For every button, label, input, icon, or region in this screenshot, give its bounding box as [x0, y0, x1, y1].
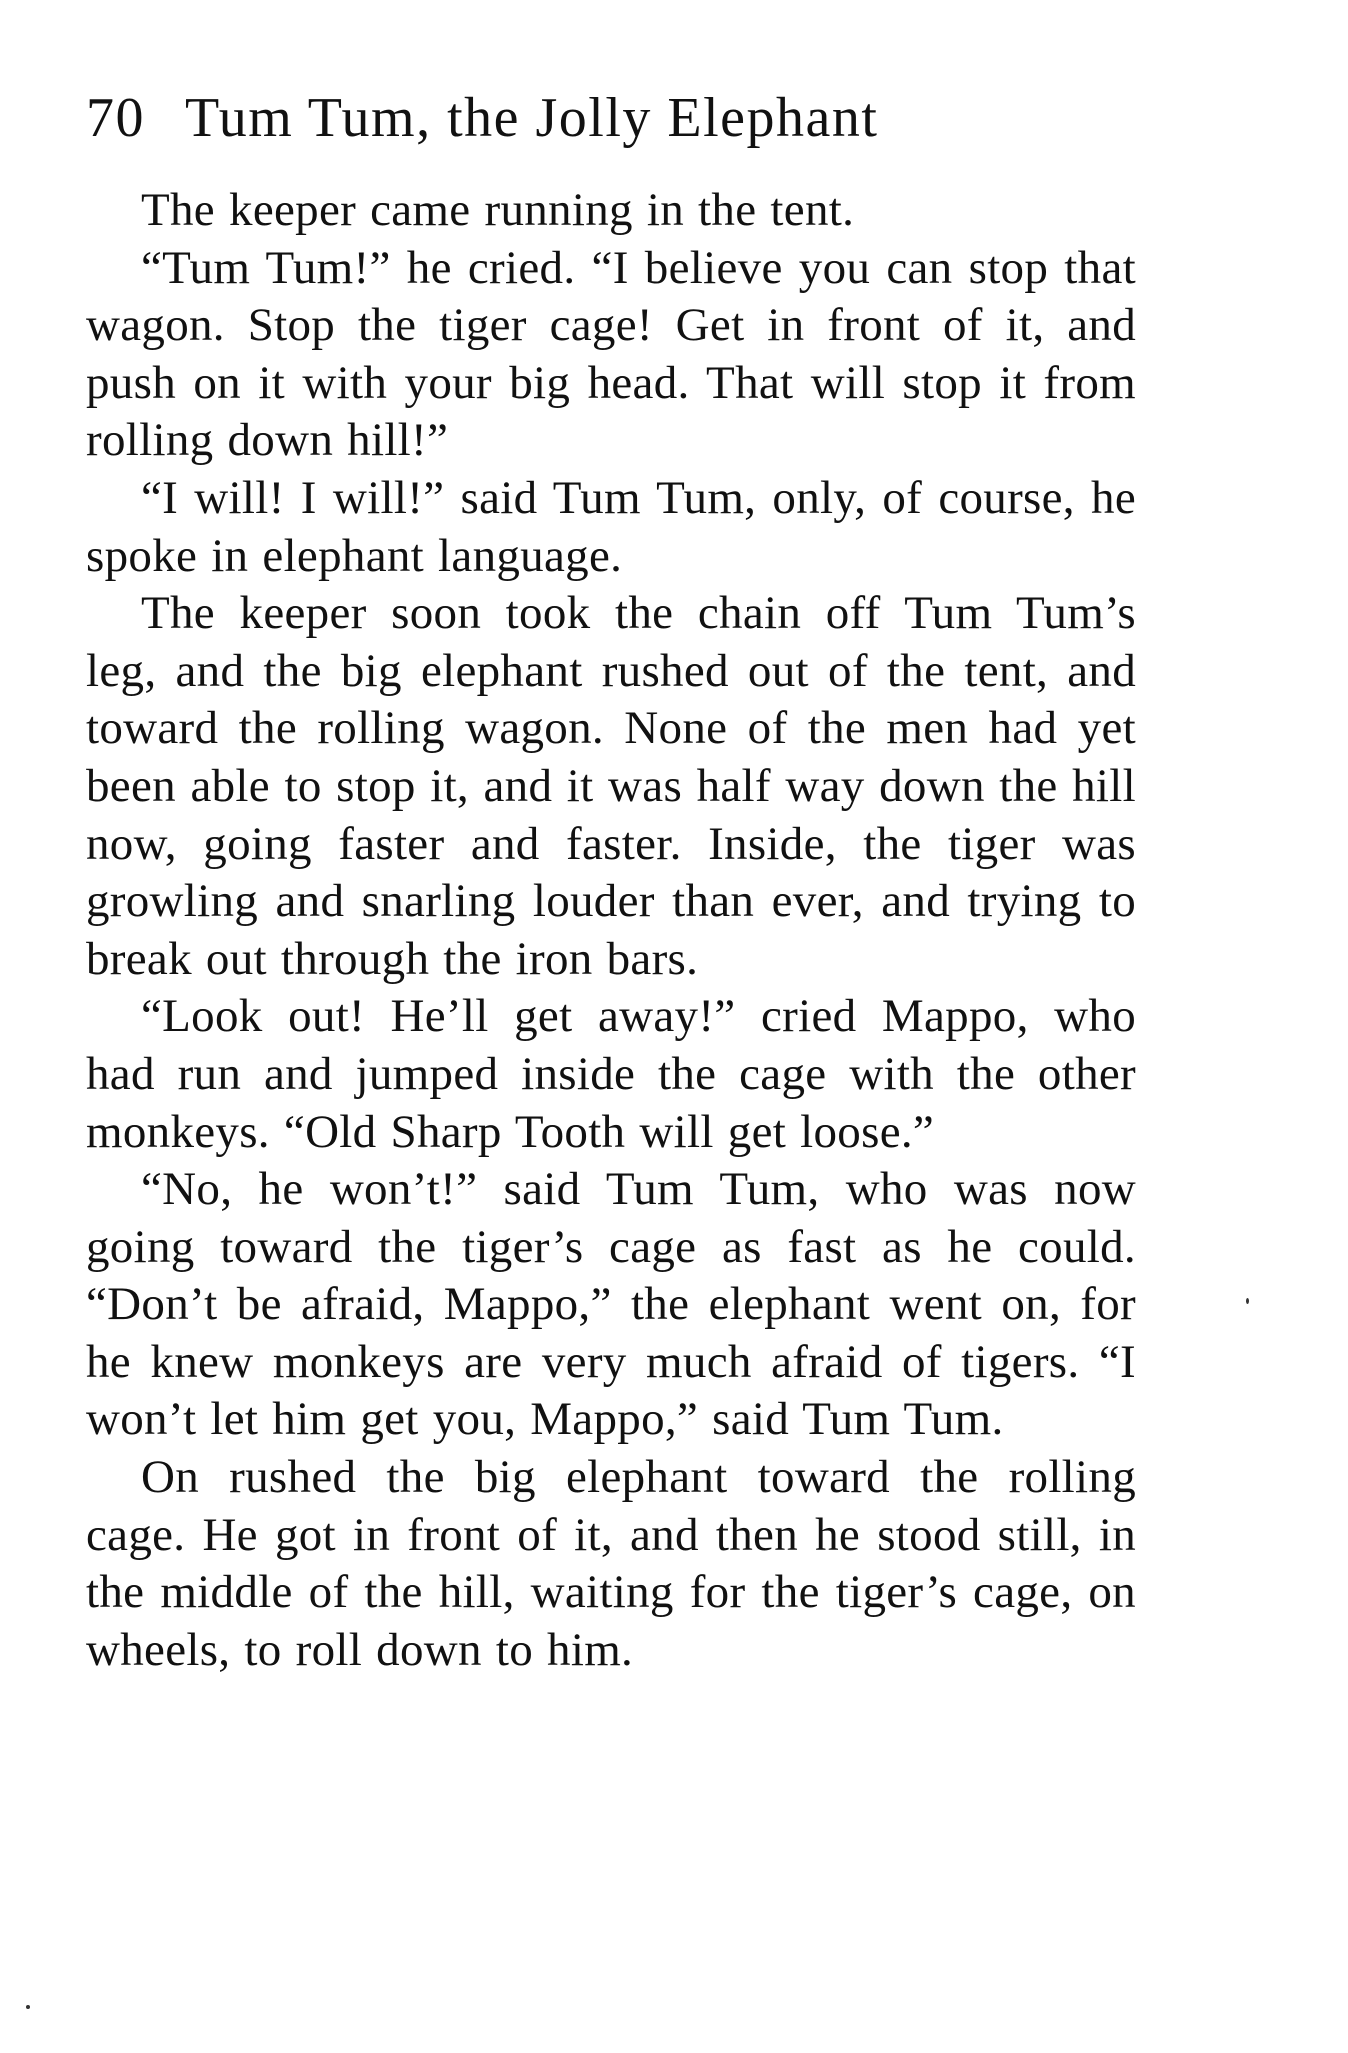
paragraph-tum-tum-agrees: “I will! I will!” said Tum Tum, only, of course, he spoke in elephant language. — [86, 471, 1136, 582]
ink-speck — [1246, 1298, 1249, 1304]
paragraph-elephant-stands: On rushed the big elephant toward the rolling cage. He got in front of it, and then he stood still, in the middle of the hill, waiting for the tiger’s cage, on wheels, to roll down to him. — [86, 1451, 1136, 1676]
paragraph-rolling-wagon: The keeper soon took the chain off Tum Tum’s leg, and the big elephant rushed out of the tent, and toward the rolling wagon. None of the men had yet been able to stop it, and it was half way down the hill now, going faster and faster. Inside, the tiger was growling and snarling louder than ever, and trying to break out through the iron bars. — [86, 587, 1136, 985]
running-head — [86, 78, 1146, 158]
paragraph-keeper-asks: “Tum Tum!” he cried. “I believe you can stop that wagon. Stop the tiger cage! Get in front of it, and push on it with your big head. That will stop it from rolling down hill!” — [86, 241, 1136, 467]
page-number: 70 — [86, 87, 145, 149]
paragraph-tum-tum-reassures: “No, he won’t!” said Tum Tum, who was now going toward the tiger’s cage as fast as he could. “Don’t be afraid, Mappo,” the elephant went on, for he knew monkeys are very much afraid of tigers. “I won’t let him get you, Mappo,” said Tum Tum. — [86, 1163, 1136, 1446]
book-title: Tum Tum, the Jolly Elephant — [185, 87, 879, 149]
body-text — [86, 182, 1136, 1679]
paragraph-keeper-enters: The keeper came running in the tent. — [141, 184, 855, 236]
ink-speck — [26, 2005, 30, 2009]
paragraph-mappo-warns: “Look out! He’ll get away!” cried Mappo, who had run and jumped inside the cage with the other monkeys. “Old Sharp Tooth will get loose.” — [86, 990, 1136, 1158]
